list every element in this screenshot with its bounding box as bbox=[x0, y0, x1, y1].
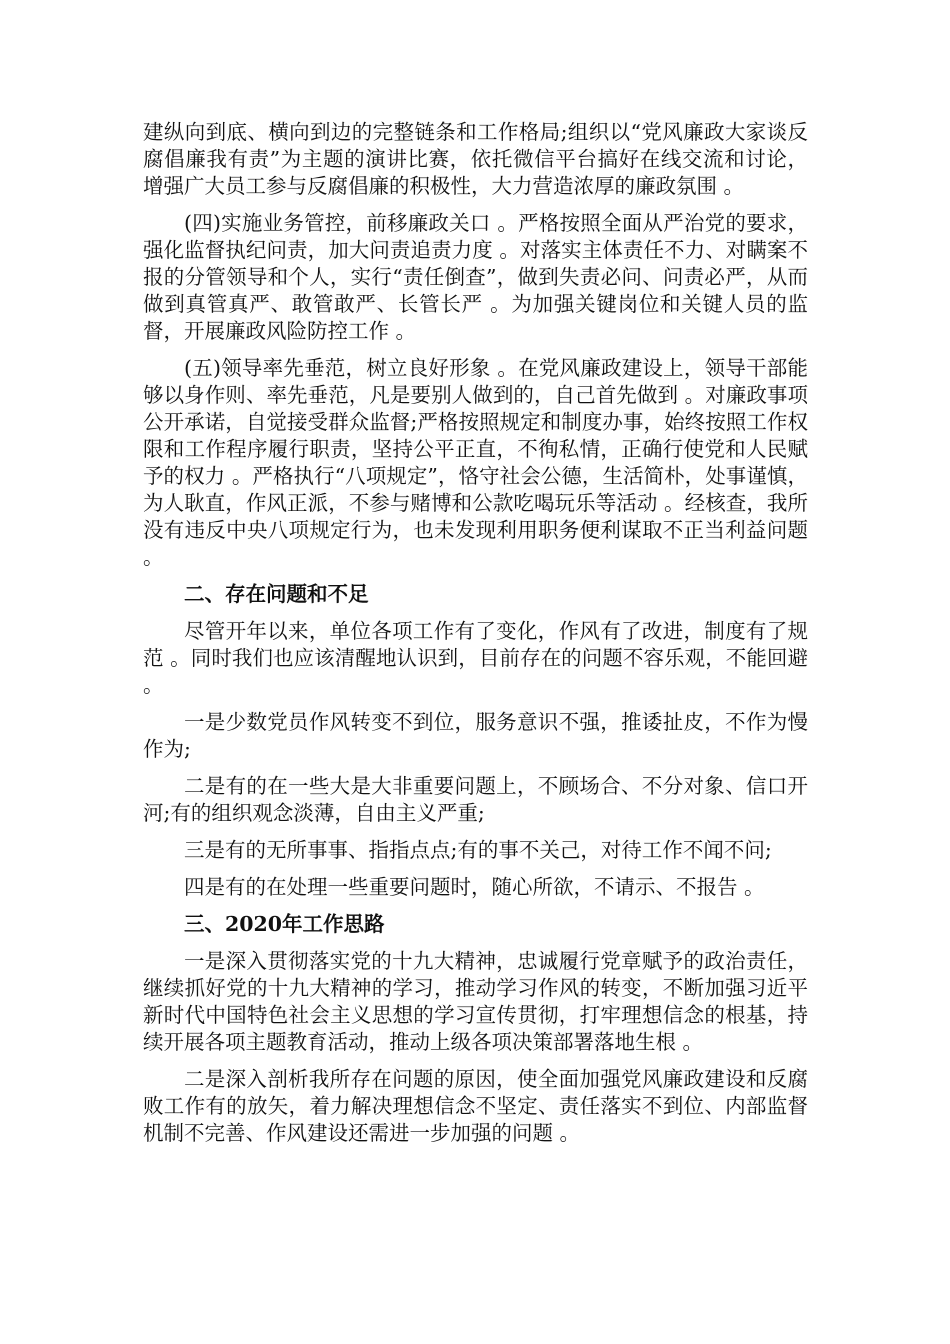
paragraph-continuation: 建纵向到底、横向到边的完整链条和工作格局;组织以“党风廉政大家谈反腐倡廉我有责”为主题的演讲比赛，依托微信平台搞好在线交流和讨论，增强广大员工参与反腐倡廉的积极性，大力营造浓厚的廉政氛围 。 bbox=[143, 120, 808, 198]
paragraph-plan-1: 一是深入贯彻落实党的十九大精神，忠诚履行党章赋予的政治责任，继续抓好党的十九大精神的学习，推动学习作风的转变，不断加强习近平新时代中国特色社会主义思想的学习宣传贯彻，打牢理想信念的根基，持续开展各项主题教育活动，推动上级各项决策部署落地生根 。 bbox=[143, 949, 808, 1054]
section-heading-problems: 二、存在问题和不足 bbox=[184, 582, 369, 606]
paragraph-business-control: (四)实施业务管控，前移廉政关口 。严格按照全面从严治党的要求，强化监督执纪问责，加大问责追责力度 。对落实主体责任不力、对瞒案不报的分管领导和个人，实行“责任倒查”，做到失责必问、问责必严，从而做到真管真严、敢管敢严、长管长严 。为加强关键岗位和关键人员的监督，开展廉政风险防控工作 。 bbox=[143, 211, 808, 343]
document-page bbox=[143, 119, 808, 1157]
paragraph-plan-2: 二是深入剖析我所存在问题的原因，使全面加强党风廉政建设和反腐败工作有的放矢，着力解决理想信念不坚定、责任落实不到位、内部监督机制不完善、作风建设还需进一步加强的问题 。 bbox=[143, 1067, 808, 1145]
paragraph-problem-3: 三是有的无所事事、指指点点;有的事不关己，对待工作不闻不问; bbox=[184, 838, 772, 862]
paragraph-problem-2: 二是有的在一些大是大非重要问题上，不顾场合、不分对象、信口开河;有的组织观念淡薄，自由主义严重; bbox=[143, 774, 808, 825]
paragraph-problems-intro: 尽管开年以来，单位各项工作有了变化，作风有了改进，制度有了规范 。同时我们也应该清醒地认识到，目前存在的问题不容乐观，不能回避 。 bbox=[143, 619, 808, 697]
section-heading-work-plan: 三、2020年工作思路 bbox=[184, 912, 385, 936]
paragraph-problem-1: 一是少数党员作风转变不到位，服务意识不强，推诿扯皮，不作为慢作为; bbox=[143, 710, 808, 761]
paragraph-problem-4: 四是有的在处理一些重要问题时，随心所欲，不请示、不报告 。 bbox=[184, 875, 765, 899]
paragraph-leadership-example: (五)领导率先垂范，树立良好形象 。在党风廉政建设上，领导干部能够以身作则、率先垂范，凡是要别人做到的，自己首先做到 。对廉政事项公开承诺，自觉接受群众监督;严格按照规定和制度办事，始终按照工作权限和工作程序履行职责，坚持公平正直，不徇私情，正确行使党和人民赋予的权力 。严格执行“八项规定”，恪守社会公德，生活简朴，处事谨慎，为人耿直，作风正派，不参与赌博和公款吃喝玩乐等活动 。经核查，我所没有违反中央八项规定行为，也未发现利用职务便利谋取不正当利益问题 。 bbox=[143, 356, 808, 569]
